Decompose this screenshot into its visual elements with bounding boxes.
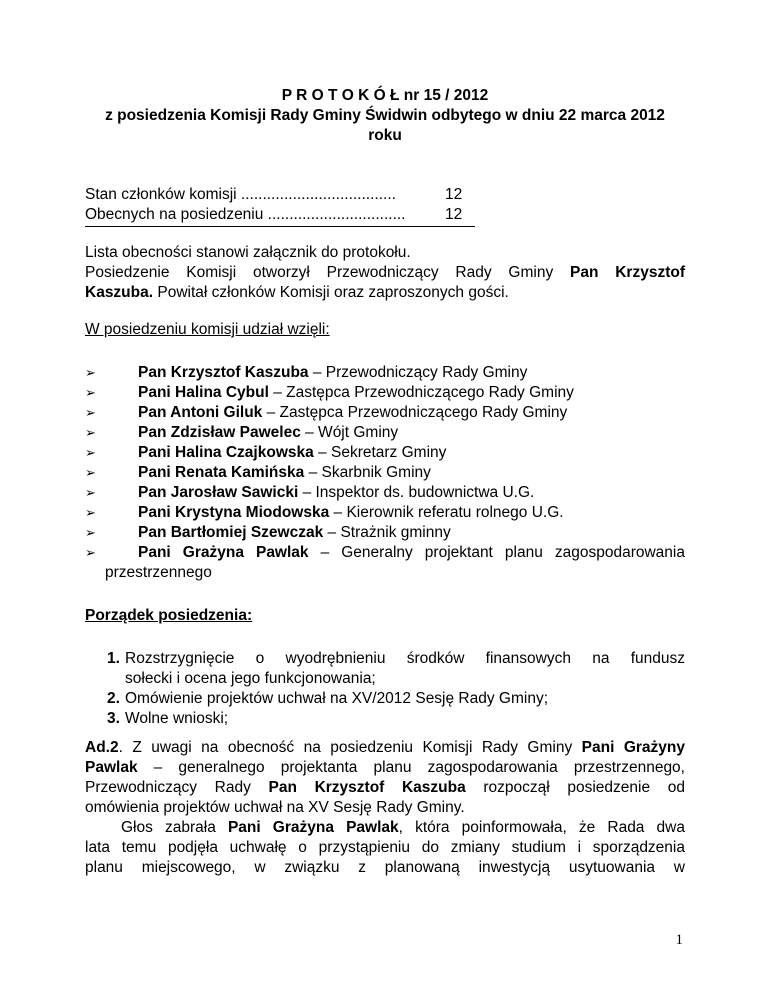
arrow-bullet-icon: ➢: [85, 485, 96, 500]
list-item: ➢ Pan Jarosław Sawicki – Inspektor ds. budownictwa U.G.: [85, 484, 535, 501]
list-item: ➢ Pan Antoni Giluk – Zastępca Przewodniczącego Rady Gminy: [85, 404, 568, 421]
arrow-bullet-icon: ➢: [85, 425, 96, 440]
participants-heading: W posiedzeniu komisji udział wzięli:: [85, 321, 330, 338]
attendance-summary: [85, 185, 475, 225]
list-item: ➢ Pan Bartłomiej Szewczak – Strażnik gminny: [85, 524, 451, 541]
title-line-1: P R O T O K Ó Ł nr 15 / 2012: [281, 87, 489, 104]
arrow-bullet-icon: ➢: [85, 385, 96, 400]
members-value: 12: [445, 186, 463, 203]
list-item: ➢ Pani Krystyna Miodowska – Kierownik referatu rolnego U.G.: [85, 504, 564, 521]
summary-divider: [85, 226, 475, 227]
intro-line-3: Kaszuba. Powitał członków Komisji oraz zaproszonych gości.: [85, 284, 509, 301]
agenda-list: [107, 649, 685, 729]
arrow-bullet-icon: ➢: [85, 545, 96, 560]
list-item: 2. Omówienie projektów uchwał na XV/2012 Sesję Rady Gminy;: [107, 690, 549, 707]
present-value: 12: [445, 206, 463, 223]
arrow-bullet-icon: ➢: [85, 365, 96, 380]
arrow-bullet-icon: ➢: [85, 445, 96, 460]
list-item: ➢ Pani Halina Czajkowska – Sekretarz Gminy: [85, 444, 447, 461]
arrow-bullet-icon: ➢: [85, 465, 96, 480]
members-label: Stan członków komisji ....................................: [85, 186, 396, 203]
document-title: [85, 86, 685, 146]
list-item: 3. Wolne wnioski;: [107, 710, 229, 727]
list-item: ➢ Pani Renata Kamińska – Skarbnik Gminy: [85, 464, 431, 481]
ad2-paragraph: Ad.2. Z uwagi na obecność na posiedzeniu Komisji Rady Gminy Pani Grażyny Pawlak – generalnego projektanta planu zagospodarowania przestrzennego, Przewodniczący Rady Pan Krzysztof Kaszuba rozpoczął posiedzenie od omówienia projektów uchwał na XV Sesję Rady Gminy. Głos zabrała Pani Grażyna Pawlak, która poinformowała, że Rada dwa lata temu podjęła uchwałę o przystąpieniu do zmiany studium i sporządzenia planu miejscowego, w związku z planowaną inwestycją usytuowania w: [85, 739, 685, 876]
arrow-bullet-icon: ➢: [85, 405, 96, 420]
list-item: ➢ Pani Grażyna Pawlak – Generalny projektant planu zagospodarowania: [85, 544, 685, 561]
list-item: ➢ Pan Zdzisław Pawelec – Wójt Gminy: [85, 424, 399, 441]
list-item: ➢ Pan Krzysztof Kaszuba – Przewodniczący Rady Gminy: [85, 364, 528, 381]
list-item: 1. Rozstrzygnięcie o wyodrębnieniu środków finansowych na fundusz sołecki i ocena jego funkcjonowania;: [107, 650, 685, 687]
intro-line-1: Lista obecności stanowi załącznik do protokołu.: [85, 244, 411, 261]
title-line-3: roku: [368, 127, 402, 144]
agenda-heading: Porządek posiedzenia:: [85, 607, 253, 624]
participants-list: [85, 363, 685, 583]
title-line-2: z posiedzenia Komisji Rady Gminy Świdwin odbytego w dniu 22 marca 2012: [105, 107, 665, 124]
present-label: Obecnych na posiedzeniu ................................: [85, 206, 406, 223]
page-number: 1: [675, 932, 683, 948]
arrow-bullet-icon: ➢: [85, 505, 96, 520]
list-item-continuation: przestrzennego: [105, 564, 212, 581]
list-item: ➢ Pani Halina Cybul – Zastępca Przewodniczącego Rady Gminy: [85, 384, 574, 401]
intro-line-2: Posiedzenie Komisji otworzył Przewodniczący Rady Gminy Pan Krzysztof: [85, 264, 685, 281]
intro-paragraph: [85, 243, 685, 303]
arrow-bullet-icon: ➢: [85, 525, 96, 540]
